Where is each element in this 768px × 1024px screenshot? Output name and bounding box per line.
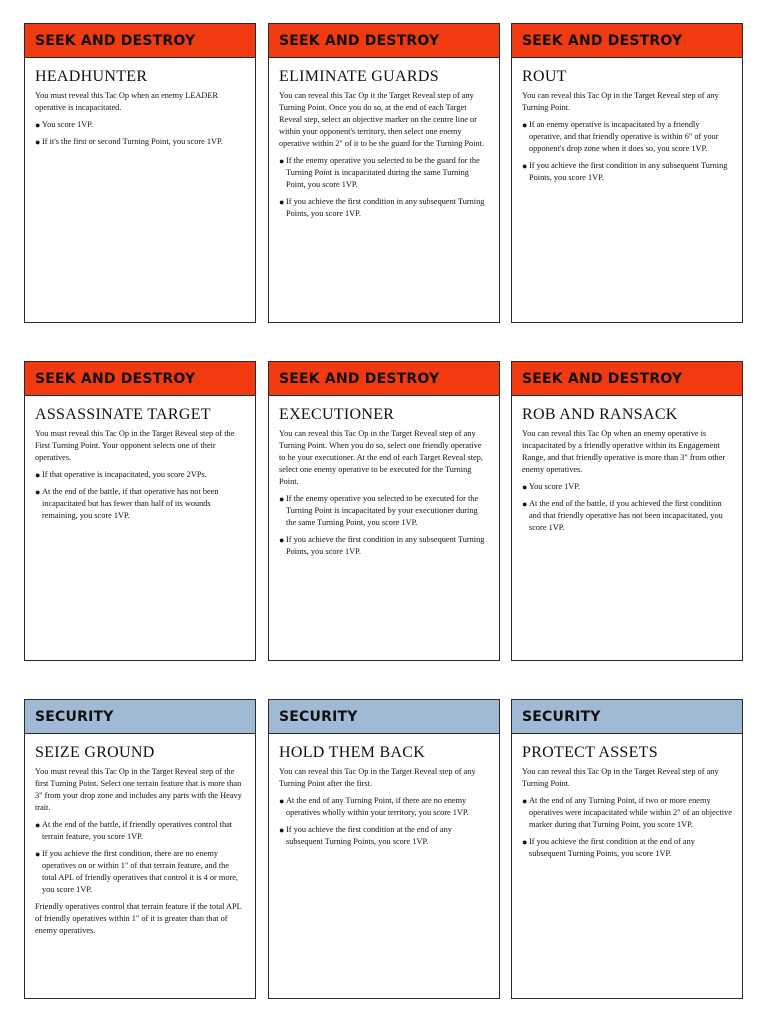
- card-category: SEEK AND DESTROY: [35, 370, 196, 387]
- card-category-header: [269, 24, 499, 58]
- card-bullet: ● If you achieve the first condition in any subsequent Turning Points, you score 1VP.: [279, 197, 485, 218]
- tac-op-card: [268, 23, 500, 323]
- bullet-dot-icon: ●: [35, 820, 41, 830]
- card-bullet: ● At the end of any Turning Point, if there are no enemy operatives wholly within your territory, you score 1VP.: [279, 796, 469, 817]
- card-category-header: [25, 700, 255, 734]
- tac-op-card: [511, 361, 743, 661]
- card-category: SECURITY: [522, 708, 601, 725]
- card-category: SECURITY: [35, 708, 114, 725]
- card-category: SEEK AND DESTROY: [35, 32, 196, 49]
- card-category-header: [512, 362, 742, 396]
- card-title: HOLD THEM BACK: [279, 744, 426, 761]
- bullet-dot-icon: ●: [279, 494, 285, 504]
- bullet-dot-icon: ●: [279, 197, 285, 207]
- tac-op-card: [268, 699, 500, 999]
- card-title: HEADHUNTER: [35, 68, 148, 85]
- card-bullet: ● If you achieve the first condition at the end of any subsequent Turning Points, you score 1VP.: [279, 825, 452, 846]
- tac-op-card: [511, 23, 743, 323]
- card-title: SEIZE GROUND: [35, 744, 155, 761]
- bullet-dot-icon: ●: [522, 161, 528, 171]
- card-bullet: ● If an enemy operative is incapacitated by a friendly operative, and that friendly operative is within 6" of your opponent's drop zone when it does so, you score 1VP.: [522, 120, 719, 153]
- card-bullet: ● If the enemy operative you selected to be executed for the Turning Point is incapacitated by your executioner during the same Turning Point, you score 1VP.: [279, 494, 479, 527]
- card-outro: Friendly operatives control that terrain feature if the total APL of friendly operatives within 1" of it is greater than that of enemy operatives.: [35, 902, 242, 935]
- card-bullet: ● You score 1VP.: [522, 482, 581, 492]
- card-bullet: ● If you achieve the first condition in any subsequent Turning Points, you score 1VP.: [522, 161, 728, 182]
- card-bullet: ● If you achieve the first condition at the end of any subsequent Turning Points, you score 1VP.: [522, 837, 695, 858]
- card-intro: You must reveal this Tac Op when an enemy LEADER operative is incapacitated.: [35, 91, 218, 112]
- card-title: PROTECT ASSETS: [522, 744, 658, 761]
- card-intro: You must reveal this Tac Op in the Target Reveal step of the first Turning Point. Select one terrain feature that is more than 3" from your drop zone and includes any parts with the Heavy trait.: [35, 767, 242, 812]
- card-intro: You can reveal this Tac Op in the Target Reveal step of any Turning Point. When you do so, select one friendly operative to be your executioner. At the end of each Target Reveal step, select one enemy operative to be executed for the Turning Point.: [279, 429, 483, 486]
- tac-op-card: [511, 699, 743, 999]
- tac-op-card: [268, 361, 500, 661]
- card-title: EXECUTIONER: [279, 406, 395, 423]
- bullet-dot-icon: ●: [279, 825, 285, 835]
- card-category-header: [25, 362, 255, 396]
- bullet-dot-icon: ●: [35, 137, 41, 147]
- card-title: ASSASSINATE TARGET: [35, 406, 211, 423]
- bullet-dot-icon: ●: [522, 499, 528, 509]
- bullet-dot-icon: ●: [35, 120, 41, 130]
- card-bullet: ● At the end of the battle, if you achieved the first condition and that friendly operative has not been incapacitated, you score 1VP.: [522, 499, 723, 532]
- tac-op-card: [24, 699, 256, 999]
- bullet-dot-icon: ●: [522, 482, 528, 492]
- card-bullet: ● If it's the first or second Turning Point, you score 1VP.: [35, 137, 223, 147]
- bullet-dot-icon: ●: [279, 535, 285, 545]
- bullet-dot-icon: ●: [522, 837, 528, 847]
- card-bullet: ● If you achieve the first condition, there are no enemy operatives on or within 1" of that terrain feature, and the total APL of friendly operatives that control it is 4 or more, you score 1VP.: [35, 849, 239, 894]
- bullet-dot-icon: ●: [35, 849, 41, 859]
- card-bullet: ● If you achieve the first condition in any subsequent Turning Points, you score 1VP.: [279, 535, 485, 556]
- card-category-header: [512, 24, 742, 58]
- bullet-dot-icon: ●: [279, 796, 285, 806]
- card-category: SECURITY: [279, 708, 358, 725]
- card-intro: You must reveal this Tac Op in the Target Reveal step of the First Turning Point. Your opponent selects one of their operatives.: [35, 429, 235, 462]
- card-category-header: [25, 24, 255, 58]
- tac-op-card: [24, 361, 256, 661]
- bullet-dot-icon: ●: [522, 796, 528, 806]
- card-bullet: ● If the enemy operative you selected to be the guard for the Turning Point is incapacitated during the same Turning Point, you score 1VP.: [279, 156, 480, 189]
- card-title: ROB AND RANSACK: [522, 406, 678, 423]
- bullet-dot-icon: ●: [522, 120, 528, 130]
- card-category: SEEK AND DESTROY: [522, 32, 683, 49]
- card-category-header: [512, 700, 742, 734]
- card-intro: You can reveal this Tac Op in the Target Reveal step of any Turning Point.: [522, 91, 719, 112]
- card-title: ELIMINATE GUARDS: [279, 68, 439, 85]
- card-intro: You can reveal this Tac Op in the Target Reveal step of any Turning Point after the first.: [279, 767, 476, 788]
- bullet-dot-icon: ●: [35, 470, 41, 480]
- card-intro: You can reveal this Tac Op when an enemy operative is incapacitated by a friendly operative within its Engagement Range, and that friendly operative is more than 3" from other enemy operatives.: [522, 429, 726, 474]
- bullet-dot-icon: ●: [35, 487, 41, 497]
- bullet-dot-icon: ●: [279, 156, 285, 166]
- card-intro: You can reveal this Tac Op in the Target Reveal step of any Turning Point.: [522, 767, 719, 788]
- card-bullet: ● You score 1VP.: [35, 120, 94, 130]
- tac-op-card: [24, 23, 256, 323]
- card-category: SEEK AND DESTROY: [279, 370, 440, 387]
- card-title: ROUT: [522, 68, 567, 85]
- card-intro: You can reveal this Tac Op it the Target Reveal step of any Turning Point. Once you do so, at the end of each Target Reveal step, select an objective marker on the centre line or within your opponent's territory, then select one enemy operative within 2" of it to be the guard for the Turning Point.: [279, 91, 485, 148]
- card-bullet: ● At the end of the battle, if friendly operatives control that terrain feature, you score 1VP.: [35, 820, 233, 841]
- card-bullet: ● If that operative is incapacitated, you score 2VPs.: [35, 470, 207, 480]
- card-bullet: ● At the end of the battle, if that operative has not been incapacitated but has fewer than half of its wounds remaining, you score 1VP.: [35, 487, 219, 520]
- card-category: SEEK AND DESTROY: [522, 370, 683, 387]
- card-category: SEEK AND DESTROY: [279, 32, 440, 49]
- card-category-header: [269, 700, 499, 734]
- card-category-header: [269, 362, 499, 396]
- card-bullet: ● At the end of any Turning Point, if two or more enemy operatives were incapacitated while within 2" of an objective marker during that Turning Point, you score 1VP.: [522, 796, 732, 829]
